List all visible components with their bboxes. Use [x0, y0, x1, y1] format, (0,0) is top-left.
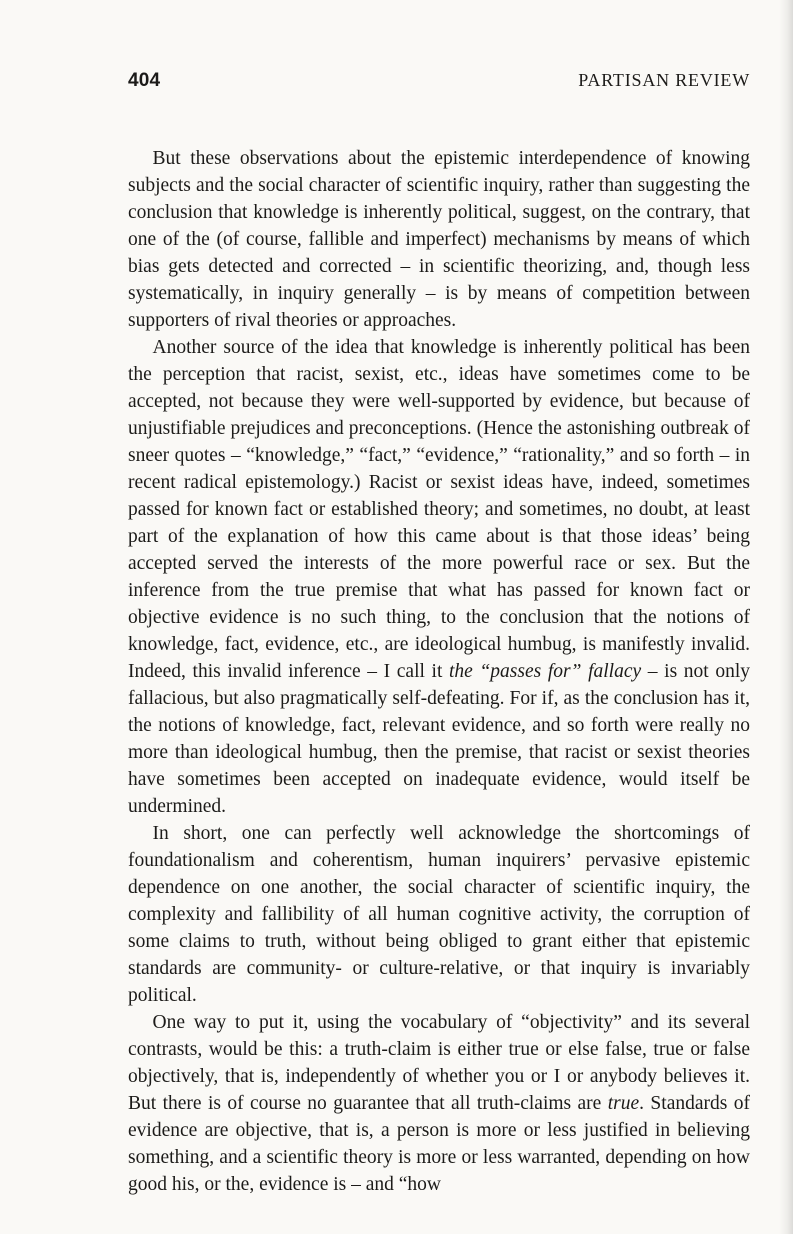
- passes-for-fallacy-term: the “passes for” fallacy: [449, 661, 642, 682]
- page-edge-shadow: [779, 0, 793, 1234]
- paragraph-1-text: But these observations about the epistemic interdependence of knowing subjects and the social character of scientific inquiry, rather than suggesting the conclusion that knowledge is inherently political, suggest, on the contrary, that one of the (of course, fallible and imperfect) mechanisms by means of which bias gets detected and corrected – in scientific theorizing, and, though less systematically, in inquiry generally – is by means of competition between supporters of rival theories or approaches.: [128, 148, 750, 331]
- paragraph-4-text-b: . Standards of evidence are objective, that is, a person is more or less justified in believing something, and a scientific theory is more or less warranted, depending on how good his, or the, evidence is – and “how: [128, 1093, 750, 1195]
- paragraph-2-text-b: – is not only fallacious, but also pragmatically self-defeating. For if, as the conclusion has it, the notions of knowledge, fact, relevant evidence, and so forth were really no more than ideological humbug, then the premise, that racist or sexist theories have sometimes been accepted on inadequate evidence, would itself be undermined.: [128, 661, 750, 817]
- paragraph-4-text-a: One way to put it, using the vocabulary of “objectivity” and its several contrasts, would be this: a truth-claim is either true or else false, true or false objectively, that is, independently of whether you or I or anybody believes it. But there is of course no guarantee that all truth-claims are: [128, 1012, 750, 1114]
- paragraph-3-text: In short, one can perfectly well acknowledge the shortcomings of foundationalism and coherentism, human inquirers’ pervasive epistemic dependence on one another, the social character of scientific inquiry, the complexity and fallibility of all human cognitive activity, the corruption of some claims to truth, without being obliged to grant either that epistemic standards are community- or culture-relative, or that inquiry is invariably political.: [128, 823, 750, 1006]
- paragraph-4: [128, 1009, 750, 1198]
- journal-title: PARTISAN REVIEW: [578, 70, 750, 90]
- true-emphasis: true: [607, 1093, 640, 1114]
- paragraph-3: [128, 820, 750, 1009]
- running-head: [128, 70, 750, 94]
- article-body: [128, 145, 750, 1198]
- page-number: 404: [128, 70, 161, 91]
- paragraph-2: [128, 334, 750, 820]
- paragraph-1: [128, 145, 750, 334]
- paragraph-2-text-a: Another source of the idea that knowledge is inherently political has been the perception that racist, sexist, etc., ideas have sometimes come to be accepted, not because they were well-supported by evidence, but because of unjustifiable prejudices and preconceptions. (Hence the astonishing outbreak of sneer quotes – “knowledge,” “fact,” “evidence,” “rationality,” and so forth – in recent radical epistemology.) Racist or sexist ideas have, indeed, sometimes passed for known fact or established theory; and sometimes, no doubt, at least part of the explanation of how this came about is that those ideas’ being accepted served the interests of the more powerful race or sex. But the inference from the true premise that what has passed for known fact or objective evidence is no such thing, to the conclusion that the notions of knowledge, fact, evidence, etc., are ideological humbug, is manifestly invalid. Indeed, this invalid inference – I call it: [128, 337, 750, 682]
